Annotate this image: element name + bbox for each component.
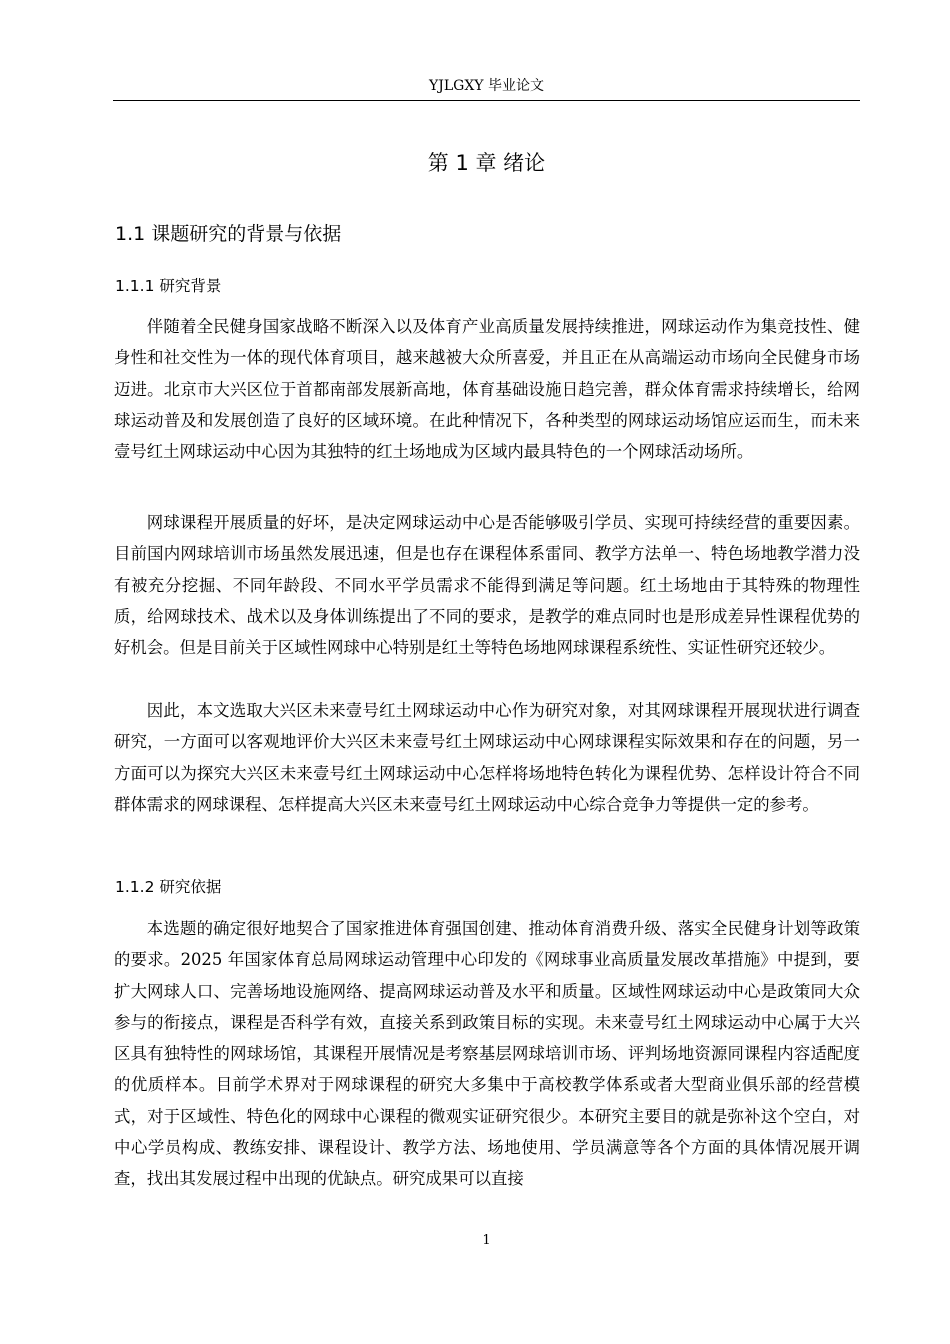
page-number: 1	[482, 1233, 491, 1248]
paragraph: 因此，本文选取大兴区未来壹号红土网球运动中心作为研究对象，对其网球课程开展现状进行调查研究，一方面可以客观地评价大兴区未来壹号红土网球运动中心网球课程实际效果和存在的问题，另一方面可以为探究大兴区未来壹号红土网球运动中心怎样将场地特色转化为课程优势、怎样设计符合不同群体需求的网球课程、怎样提高大兴区未来壹号红土网球运动中心综合竞争力等提供一定的参考。	[114, 701, 860, 814]
subsection-title-basis: 1.1.2 研究依据	[115, 878, 222, 896]
section-title: 1.1 课题研究的背景与依据	[115, 223, 342, 245]
page-header: YJLGXY 毕业论文	[429, 78, 544, 94]
chapter-title: 第 1 章 绪论	[427, 151, 546, 175]
paragraph: 网球课程开展质量的好坏，是决定网球运动中心是否能够吸引学员、实现可持续经营的重要因素。目前国内网球培训市场虽然发展迅速，但是也存在课程体系雷同、教学方法单一、特色场地教学潜力没有被充分挖掘、不同年龄段、不同水平学员需求不能得到满足等问题。红土场地由于其特殊的物理性质，给网球技术、战术以及身体训练提出了不同的要求，是教学的难点同时也是形成差异性课程优势的好机会。但是目前关于区域性网球中心特别是红土等特色场地网球课程系统性、实证性研究还较少。	[114, 513, 860, 658]
paragraph: 伴随着全民健身国家战略不断深入以及体育产业高质量发展持续推进，网球运动作为集竞技性、健身性和社交性为一体的现代体育项目，越来越被大众所喜爱，并且正在从高端运动市场向全民健身市场迈进。北京市大兴区位于首都南部发展新高地，体育基础设施日趋完善，群众体育需求持续增长，给网球运动普及和发展创造了良好的区域环境。在此种情况下，各种类型的网球运动场馆应运而生，而未来壹号红土网球运动中心因为其独特的红土场地成为区域内最具特色的一个网球活动场所。	[114, 317, 860, 462]
subsection-title-background: 1.1.1 研究背景	[115, 277, 222, 295]
paragraph: 本选题的确定很好地契合了国家推进体育强国创建、推动体育消费升级、落实全民健身计划等政策的要求。2025 年国家体育总局网球运动管理中心印发的《网球事业高质量发展改革措施》中提到，要扩大网球人口、完善场地设施网络、提高网球运动普及水平和质量。区域性网球运动中心是政策同大众参与的衔接点，课程是否科学有效，直接关系到政策目标的实现。未来壹号红土网球运动中心属于大兴区具有独特性的网球场馆，其课程开展情况是考察基层网球培训市场、评判场地资源同课程内容适配度的优质样本。目前学术界对于网球课程的研究大多集中于高校教学体系或者大型商业俱乐部的经营模式，对于区域性、特色化的网球中心课程的微观实证研究很少。本研究主要目的就是弥补这个空白，对中心学员构成、教练安排、课程设计、教学方法、场地使用、学员满意等各个方面的具体情况展开调查，找出其发展过程中出现的优缺点。研究成果可以直接	[114, 919, 860, 1189]
header-rule	[113, 100, 860, 101]
